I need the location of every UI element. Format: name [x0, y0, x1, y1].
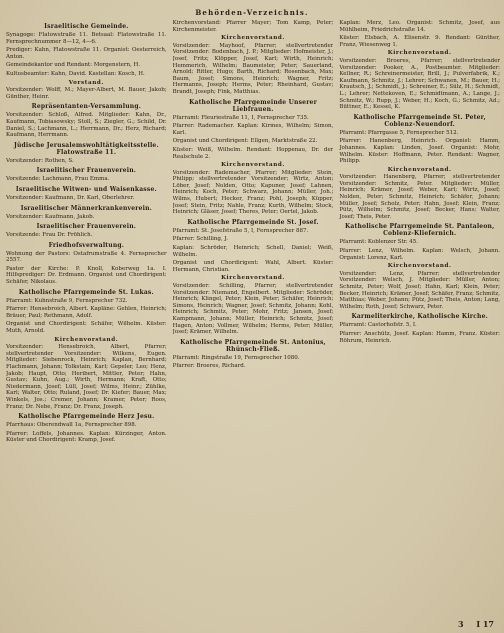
entry-text: Synagoge: Flatowstraße 11. Betsaal: Flatowstraße 11. Fernsprechnummer 8—12, 4—6. — [6, 32, 167, 45]
entry-text: Pfarramt: Ringstraße 19, Fernsprecher 1080. — [172, 354, 300, 361]
entry-text: Pfarramt: Koblenzer Str. 45. — [339, 239, 419, 246]
entry-text: Gemeindekantor und Rendant: Morgenstern, H. — [6, 62, 141, 69]
entry-text: Pfarrer: Schilling, J. — [172, 236, 228, 243]
text-columns — [6, 20, 500, 618]
section-heading: Kirchenvorstand. — [387, 50, 452, 57]
entry-text: Pfarramt: Castorhofstr. 5, I. — [339, 322, 417, 329]
entry-text: Pfarrer: Hanenberg, Heinrich. Organist: Hamm, Johannes. Kaplan: Linden, Josef. Organist: Mohr, Wilhelm. Küster: Hoffmann, Peter. Rendant: Wagner, Philipp. — [339, 138, 501, 165]
entry-text: Organist und Chordirigent: Wahl, Albert. Küster: Hermann, Christian. — [172, 260, 334, 273]
entry-text: Pfarramt: Fleuriestraße 11, I, Fernsprecher 735. — [172, 114, 309, 121]
section-heading: Israelitischer Männerkrankenverein. — [20, 204, 152, 212]
entry-text: Vorsitzender: Kaufmann, Dr. Karl, Oberlehrer. — [6, 194, 135, 201]
section-heading: Katholische Pfarrgemeinde St. Peter, Coblenz-Neuendorf. — [353, 113, 486, 128]
entry-text: Vorsitzender: Broeres, Pfarrer; stellvertretender Vorsitzender: Pooker, A., Postbeamter. Mitglieder: Kellner, R.; Schreinermeister, Brill, J.; Pulverfabrik, K.; Kaufmann, Schmitz, J.; Lehrer; Schwanen, M.; Bauer, H.; Krautsch, J.; Schmidt, J.; Schreiner, E.; Sülz, H.; Schmidt, L.; Lehrer; Nettekoven, E.; Schmidtmann, A.; Lange, J.; Schmitz, W.; Rupp, J.; Weber, H.; Koch, G.; Schmitz, Ad.; Büttner, E.; Kessel, K. — [339, 57, 501, 111]
section-heading: Israelitischer Frauenverein. — [36, 223, 137, 231]
page-number: I 17 — [476, 619, 494, 629]
section-heading: Katholische Pfarrgemeinde St. Josef. — [187, 218, 319, 226]
entry-text: Pfarramt: Pfarrgasse 5, Fernsprecher 512. — [339, 129, 459, 136]
entry-text: Prediger: Kahn, Flatowstraße 11. Organist: Oesterreich, Anton. — [6, 47, 167, 60]
entry-text: Vorsitzender: Mayhoof, Pfarrer; stellvertretender Vorsitzender: Bodenbach, J. P.; Mitglieder: Hofmeister, J.; Josef, Fritz; Klöpper, Josef, Karl; Wirth, Heinrich; Hemmerich, Wilhelm; Baumeister, Peter; Sauerland, Arnold; Ritter, Hugo; Barth, Richard; Rosenbach, Max; Baum, Josef; Simons, Heinrich; Wagner, Fritz; Hermanns, Joseph; Herms, Peter; Rheinhard, Gustav; Brandt, Joseph; Fink, Matthias. — [172, 42, 334, 95]
entry-text: Vorsitzender: Kaufmann, Jakob. — [6, 213, 95, 220]
section-heading: Kirchenvorstand. — [387, 166, 452, 173]
entry-text: Vorsitzende: Lachmann, Frau Emma. — [6, 176, 110, 183]
entry-text: Pfarrhaus: Oberendwall 1a, Fernsprecher 898. — [6, 422, 137, 429]
entry-text: Pfarrer: Lenz, Wilhelm. Kaplan: Welsch, Johann. Organist: Lorenz, Karl. — [339, 248, 501, 261]
entry-text: Vorsitzender: Schloß, Alfred. Mitglieder: Kahn, Dr., Kaufmann, Tobiasowsky; Stoll, S.; Ziegler, G.; Schild, Dr. Daniel, S.; Lachmann, L.; Herrmann, Dr.; Herz, Richard; Kaufmann, Herrmann. — [6, 112, 167, 139]
section-heading: Israelitische Gemeinde. — [44, 23, 129, 30]
entry-text: Pfarrer: Hensebroich, Albert. Kapläne: Gehlen, Heinrich; Bräuer, Paul; Rethmann, Adolf. — [6, 306, 167, 319]
page-footer — [448, 619, 494, 629]
section-heading: Katholische Pfarrgemeinde Herz Jesu. — [18, 413, 155, 421]
section-heading: Jüdische Jerusalemswohltätigkeitsstelle. Flatowstraße 11. — [13, 141, 159, 156]
entry-text: Vorsitzender: Hanenberg, Pfarrer; stellvertretender Vorsitzender: Schmitz, Peter. Mitglieder: Müller, Heinrich; Krämer, Josef; Weber, Karl; Wirtz, Josef; Nolden, Peter; Schmitz, Heinrich; Schäfer, Johann; Müller, Josef; Scholz, Peter; Hahn, Josef; Klein, Franz; Pütz, Wilhelm; Schmitz, Josef; Becker, Hans; Walter, Josef; Theis, Peter. — [339, 174, 501, 220]
entry-text: Küster: Elsbach, A. Elisenstr. 9. Rendant: Günther, Franz, Wiesenweg 1. — [339, 35, 501, 48]
section-heading: Friedhofsverwaltung. — [48, 241, 125, 249]
section-heading: Katholische Pfarrgemeinde Unserer Liebfrauen. — [189, 98, 317, 113]
section-heading: Kirchenvorstand. — [221, 35, 285, 42]
entry-text: Organist und Chordirigent: Ellgen, Marktstraße 22. — [172, 138, 318, 145]
section-heading: Kirchenvorstand. — [221, 162, 285, 169]
section-heading: Katholische Pfarrgemeinde St. Antonius, Rhünsch-Fließ. — [180, 338, 326, 353]
entry-text: Wohnung der Pastors: Ostafrumstraße 4. Fernsprecher 2557. — [6, 250, 167, 264]
entry-text: Pfarrer: Broeres, Richard. — [172, 363, 246, 370]
entry-text: Küster: Weiß, Wilhelm. Rendant: Hoppenau, Dr. der Realschule 2. — [172, 146, 334, 160]
entry-text: Pfarrer: Rademacher. Kaplan: Kirmes, Wilhelm; Simon, Karl. — [172, 123, 334, 136]
entry-text: Kaplan: Schröder, Heinrich; Schell, Daniel; Weiß, Wilhelm. — [172, 245, 334, 258]
page-header: Behörden-Verzeichnis. — [195, 8, 309, 17]
entry-text: Pastor der Kirche: P. Knoll, Koberweg 1a. I. Hilfsprediger: Dr. Erdmann. Organist und Chordirigent: Schäfer, Nikolaus. — [6, 265, 167, 286]
entry-text: Vorsitzender: Rothen, S. — [6, 157, 74, 164]
column-1 — [6, 20, 167, 618]
entry-text: Vorsitzender: Rademacher, Pfarrer; Mitglieder: Stein, Philipp; stellvertretender Vorsitzender; Wirtz, Anton; Löber, Josef; Nolden, Otto; Kapuner, Josef; Lahnen, Heinrich; Koch, Peter; Schwarz, Johann; Müller, Joh.; Wilms, Hubert; Hecker, Franz; Pohl, Joseph; Küpper, Josef; Stein, Fritz; Nahle, Franz; Kurth, Wilhelm; Stock, Heinrich; Gläser, Josef; Theres, Peter; Oertel, Jakob. — [172, 169, 334, 216]
entry-text: Vorsitzender: Schilling, Pfarrer; stellvertretender Vorsitzender: Niemand, Engelbert. Mitglieder: Schröder, Heinrich; Klingel, Peter; Klein, Peter; Schäfer, Heinrich; Simons, Heinrich; Wagner, Josef; Schmitz, Johann; Kohl, Heinrich; Schmitz, Peter; Mohr, Fritz; Jansen, Josef; Kampmann, Johann; Müller, Heinrich; Schmitz, Josef; Hagen, Anton; Vollmer, Wilhelm; Herms, Peter; Müller, Josef; Krämer, Wilhelm. — [172, 283, 334, 336]
entry-text: Pfarramt: Kuhnstraße 9, Fernsprecher 732. — [6, 297, 128, 304]
section-heading: Repräsentanten-Versammlung. — [31, 103, 142, 111]
entry-text: Kaplan: Merz, Leo. Organist: Schmitz, Josef, aus Mühlheim, Friedrichstraße 14. — [339, 20, 501, 33]
section-heading: Vorstand. — [68, 79, 104, 86]
entry-text: Pfarramt: St. Josefstraße 5, I, Fernsprecher 887. — [172, 227, 309, 234]
entry-text: Kirchenvorstand: Pfarrer Mayer; Tom Kamp, Peter; Kirchenmeister. — [172, 20, 334, 33]
section-heading: Kirchenvorstand. — [221, 275, 285, 282]
entry-text: Kultusbeamter: Kahn, David. Kastellan: Kosch, H. — [6, 70, 145, 77]
column-3 — [339, 20, 500, 618]
entry-text: Vorsitzender: Lenz, Pfarrer; stellvertretender Vorsitzender: Welsch, J. Mitglieder: Müller, Anton; Schmitz, Peter; Wolf, Josef; Hahn, Karl; Klein, Peter; Becker, Heinrich; Krämer, Josef; Schäfer, Franz; Schmitz, Matthias; Weber, Johann; Pütz, Josef; Theis, Anton; Lang, Wilhelm; Roth, Josef; Schwarz, Peter. — [339, 270, 501, 310]
footer-mark: 3 — [457, 619, 464, 629]
section-heading: Israelitische Witwen- und Waisenkasse. — [15, 185, 157, 193]
entry-text: Vorsitzender: Wolff, M.; Mayer-Albert, M. Bauer, Jakob; Günther, Heinr. — [6, 87, 167, 100]
section-heading: Katholische Pfarrgemeinde St. Pantaleon, Coblenz-Kliefernich. — [344, 223, 495, 238]
entry-text: Vorsitzende: Frau Dr. Fröhlich. — [6, 232, 93, 239]
entry-text: Organist und Chordirigent: Schäfer, Wilhelm. Küster: Muth, Arnold. — [6, 321, 167, 335]
entry-text: Pfarrer: Loffels, Johannes. Kaplan: Kürzinger, Anton. Küster und Chordirigent: Kramp, Josef. — [6, 430, 167, 444]
entry-text: Vorsitzender: Hensebroich, Albert, Pfarrer; stellvertretender Vorsitzender: Wilkens, Eugen. Mitglieder: Siebenrock, Heinrich; Kaplan, Bernhard; Flachmann, Johann; Tolkstain, Karl; Gepeler, Leo; Henz, Jakob; Haupt, Otto; Heribert, Mittler, Peter; Hahn, Gustav; Kuhn, Aug.; Wirth, Hermann; Kraft, Otto; Niedermann, Josef; Lüll, Josef; Wilms, Heinr.; Zühlke, Karl; Walter, Otto; Ruland, Josef; Dr. Kiefer; Bauer, Max; Winkels, Jos.; Cremer, Johann; Kramer, Peter; Roos, Franz; Dr. Nebe, Franz; Dr. Franz, Joseph. — [6, 344, 167, 410]
section-heading: Israelitischer Frauenverein. — [36, 167, 137, 175]
section-heading: Kirchenvorstand. — [54, 336, 119, 343]
entry-text: Pfarrer: Anschütz, Josef. Kaplan: Hamm, Franz. Küster: Röhrum, Heinrich. — [339, 330, 501, 344]
column-2 — [173, 20, 334, 618]
section-heading: Katholische Pfarrgemeinde St. Lukas. — [18, 288, 154, 296]
section-heading: Kirchenvorstand. — [387, 263, 452, 270]
section-heading: Karmeliterkirche, Katholische Kirche. — [351, 313, 488, 321]
